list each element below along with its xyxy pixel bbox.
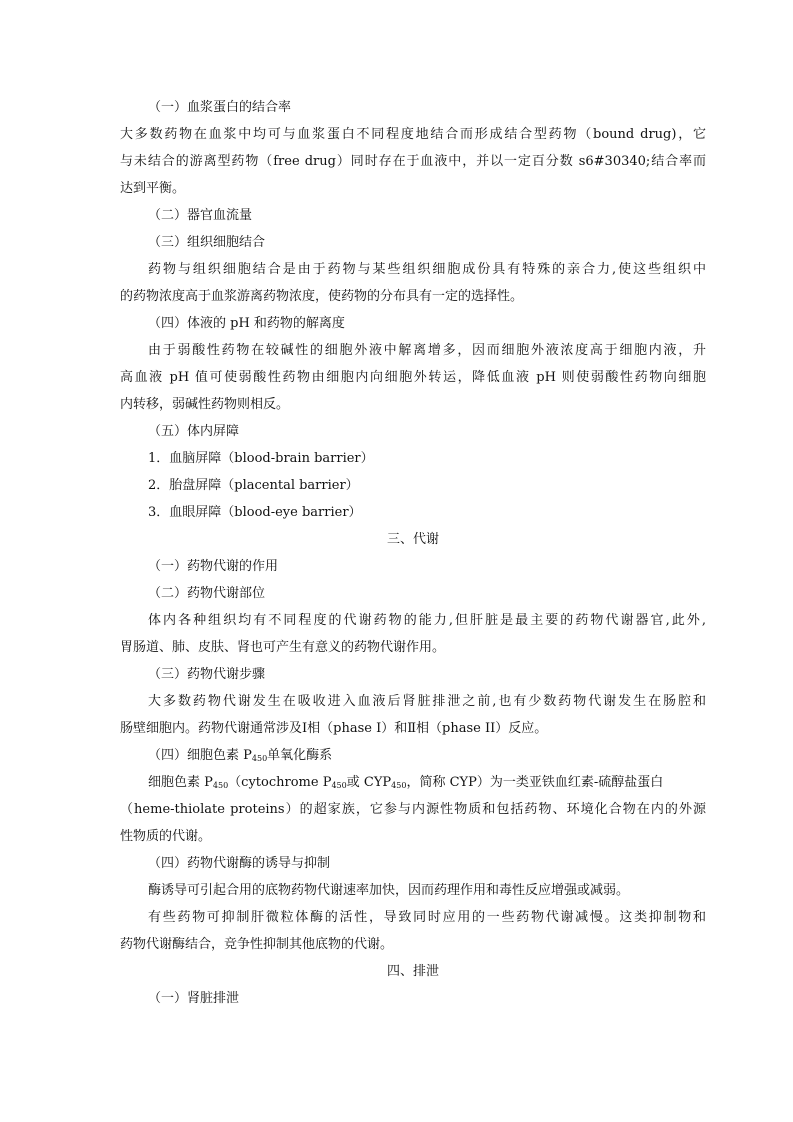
paragraph-line: 肠壁细胞内。药物代谢通常涉及Ⅰ相（phase I）和Ⅱ相（phase II）反应。	[120, 721, 548, 736]
section-heading: （三）组织细胞结合	[148, 235, 266, 250]
paragraph-line: 达到平衡。	[120, 181, 186, 196]
section-heading-p450	[120, 742, 706, 769]
section-heading: （一）肾脏排泄	[148, 991, 240, 1006]
chapter-heading: 三、代谢	[386, 532, 439, 547]
section-heading: （二）药物代谢部位	[148, 586, 266, 601]
section-heading: （四）药物代谢酶的诱导与抑制	[148, 856, 331, 871]
paragraph-line: 胃肠道、肺、皮肤、肾也可产生有意义的药物代谢作用。	[120, 640, 446, 655]
subscript: 450	[331, 781, 347, 790]
text-span: 或 CYP	[346, 775, 392, 790]
list-item: 3．血眼屏障（blood-eye barrier）	[148, 505, 362, 520]
paragraph-line: 大多数药物在血浆中均可与血浆蛋白不同程度地结合而形成结合型药物（bound drug)，它	[120, 127, 706, 142]
paragraph-line: 高血液 pH 值可使弱酸性药物由细胞内向细胞外转运，降低血液 pH 则使弱酸性药物向细胞	[120, 370, 706, 385]
text-span: （四）细胞色素 P	[148, 748, 252, 763]
section-heading: （五）体内屏障	[148, 424, 240, 439]
paragraph-line: 性物质的代谢。	[120, 829, 212, 844]
paragraph-line: 体内各种组织均有不同程度的代谢药物的能力,但肝脏是最主要的药物代谢器官,此外,	[148, 613, 706, 628]
text-span: 单氧化酶系	[267, 748, 333, 763]
section-heading: （三）药物代谢步骤	[148, 667, 266, 682]
subscript: 450	[391, 781, 407, 790]
paragraph-line: 内转移，弱碱性药物则相反。	[120, 397, 290, 412]
list-item: 1．血脑屏障（blood-brain barrier）	[148, 451, 374, 466]
paragraph-line-p450	[120, 769, 706, 796]
text-span: 细胞色素 P	[148, 775, 213, 790]
paragraph-line: 大多数药物代谢发生在吸收进入血液后肾脏排泄之前,也有少数药物代谢发生在肠腔和	[148, 694, 706, 709]
section-heading: （四）体液的 pH 和药物的解离度	[148, 316, 345, 331]
paragraph-line: 与未结合的游离型药物（free drug）同时存在于血液中，并以一定百分数 s6#30340;结合率而	[120, 154, 706, 169]
paragraph-line: 药物与组织细胞结合是由于药物与某些组织细胞成份具有特殊的亲合力,使这些组织中	[148, 262, 706, 277]
section-heading: （二）器官血流量	[148, 208, 253, 223]
paragraph-line: 由于弱酸性药物在较碱性的细胞外液中解离增多，因而细胞外液浓度高于细胞内液，升	[148, 343, 706, 358]
paragraph-line: 药物代谢酶结合，竞争性抑制其他底物的代谢。	[120, 937, 394, 952]
subscript: 450	[251, 754, 268, 763]
paragraph-line: （heme-thiolate proteins）的超家族，它参与内源性物质和包括药物、环境化合物在内的外源	[120, 802, 706, 817]
section-heading: （一）药物代谢的作用	[148, 559, 279, 574]
paragraph-line: 酶诱导可引起合用的底物药物代谢速率加快，因而药理作用和毒性反应增强或减弱。	[148, 883, 630, 898]
section-heading: （一）血浆蛋白的结合率	[148, 100, 292, 115]
text-span: （cytochrome P	[228, 775, 332, 790]
subscript: 450	[212, 781, 229, 790]
paragraph-line: 的药物浓度高于血浆游离药物浓度，使药物的分布具有一定的选择性。	[120, 289, 524, 304]
list-item: 2．胎盘屏障（placental barrier）	[148, 478, 359, 493]
text-span: ，简称 CYP）为一类亚铁血红素-硫醇盐蛋白	[406, 775, 664, 790]
chapter-heading: 四、排泄	[386, 964, 439, 979]
paragraph-line: 有些药物可抑制肝微粒体酶的活性，导致同时应用的一些药物代谢减慢。这类抑制物和	[148, 910, 706, 925]
